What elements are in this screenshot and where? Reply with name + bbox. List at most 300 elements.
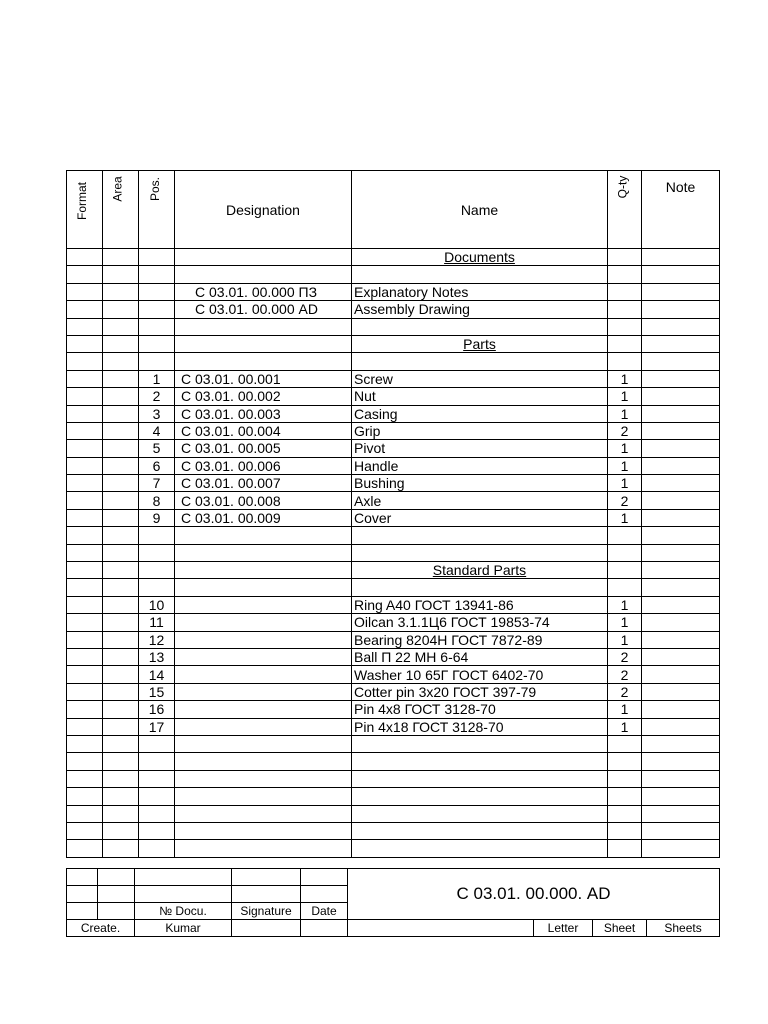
table-cell (352, 527, 608, 544)
table-cell (352, 266, 608, 283)
table-cell (103, 335, 139, 352)
table-cell (103, 388, 139, 405)
table-cell (352, 735, 608, 752)
table-cell (352, 353, 608, 370)
note-cell (642, 718, 720, 735)
table-cell (103, 301, 139, 318)
table-cell (67, 249, 103, 266)
table-row (67, 492, 720, 509)
position-cell: 6 (139, 457, 175, 474)
header-format: Format (67, 171, 103, 249)
table-cell (67, 283, 103, 300)
table-cell (139, 770, 175, 787)
note-cell (642, 509, 720, 526)
table-row (67, 475, 720, 492)
date-label: Date (301, 903, 348, 920)
table-cell (642, 805, 720, 822)
table-cell (103, 509, 139, 526)
table-cell (67, 405, 103, 422)
table-cell (608, 266, 642, 283)
creator-name: Kumar (135, 920, 232, 937)
designation-cell: С 03.01. 00.009 (175, 509, 352, 526)
position-cell: 5 (139, 440, 175, 457)
table-row (67, 840, 720, 857)
table-cell (67, 544, 103, 561)
table-row (67, 683, 720, 700)
designation-cell (175, 718, 352, 735)
table-cell (139, 318, 175, 335)
table-row (67, 614, 720, 631)
table-row (67, 648, 720, 665)
name-cell: Pin 4x8 ГОСТ 3128-70 (352, 701, 608, 718)
note-cell (642, 683, 720, 700)
table-cell (103, 283, 139, 300)
document-code: С 03.01. 00.000. AD (348, 869, 720, 920)
table-cell (352, 822, 608, 839)
name-cell: Cotter pin 3x20 ГОСТ 397-79 (352, 683, 608, 700)
table-cell (67, 370, 103, 387)
table-cell (103, 840, 139, 857)
table-row (67, 701, 720, 718)
table-cell (67, 318, 103, 335)
note-cell (642, 614, 720, 631)
table-cell (608, 770, 642, 787)
table-cell (67, 475, 103, 492)
designation-cell (175, 631, 352, 648)
table-cell (67, 666, 103, 683)
designation-cell: С 03.01. 00.000 ПЗ (175, 283, 352, 300)
table-row (67, 283, 720, 300)
designation-cell (175, 596, 352, 613)
table-row (67, 370, 720, 387)
name-cell: Ring A40 ГОСТ 13941-86 (352, 596, 608, 613)
note-cell (642, 301, 720, 318)
table-cell (103, 440, 139, 457)
header-row (67, 171, 720, 249)
table-cell (139, 335, 175, 352)
table-cell (139, 805, 175, 822)
table-cell (103, 735, 139, 752)
table-cell (103, 266, 139, 283)
name-cell: Cover (352, 509, 608, 526)
table-row (67, 631, 720, 648)
designation-cell: С 03.01. 00.003 (175, 405, 352, 422)
note-cell (642, 648, 720, 665)
table-cell (175, 840, 352, 857)
table-cell (67, 527, 103, 544)
position-cell: 3 (139, 405, 175, 422)
specification-table (66, 170, 720, 858)
table-row (67, 388, 720, 405)
table-cell (642, 579, 720, 596)
designation-cell: С 03.01. 00.002 (175, 388, 352, 405)
position-cell: 4 (139, 422, 175, 439)
table-cell (608, 353, 642, 370)
designation-cell: С 03.01. 00.004 (175, 422, 352, 439)
qty-cell (608, 283, 642, 300)
table-cell (103, 422, 139, 439)
table-cell (103, 249, 139, 266)
table-cell (642, 527, 720, 544)
note-cell (642, 492, 720, 509)
table-cell (175, 822, 352, 839)
table-cell (67, 683, 103, 700)
table-cell (608, 805, 642, 822)
position-cell: 1 (139, 370, 175, 387)
name-cell: Screw (352, 370, 608, 387)
docu-label: № Docu. (135, 903, 232, 920)
name-cell: Bushing (352, 475, 608, 492)
qty-cell: 1 (608, 475, 642, 492)
qty-cell: 1 (608, 509, 642, 526)
table-cell (608, 249, 642, 266)
table-cell (103, 405, 139, 422)
table-cell (67, 735, 103, 752)
position-cell: 7 (139, 475, 175, 492)
table-cell (139, 353, 175, 370)
position-cell: 14 (139, 666, 175, 683)
table-cell (352, 318, 608, 335)
table-row (67, 788, 720, 805)
table-cell (608, 527, 642, 544)
table-cell (67, 840, 103, 857)
table-cell (175, 562, 352, 579)
table-cell (103, 370, 139, 387)
qty-cell: 2 (608, 492, 642, 509)
name-cell: Oilcan 3.1.1Ц6 ГОСТ 19853-74 (352, 614, 608, 631)
table-cell (642, 249, 720, 266)
position-cell (139, 283, 175, 300)
table-cell (642, 735, 720, 752)
table-cell (103, 666, 139, 683)
section-title-text: Documents (444, 249, 515, 266)
table-cell (103, 753, 139, 770)
table-cell (103, 318, 139, 335)
note-cell (642, 701, 720, 718)
position-cell: 10 (139, 596, 175, 613)
table-cell (352, 753, 608, 770)
table-row (67, 579, 720, 596)
table-cell (175, 753, 352, 770)
position-cell: 12 (139, 631, 175, 648)
table-cell (67, 440, 103, 457)
note-cell (642, 405, 720, 422)
table-cell (642, 266, 720, 283)
table-cell (352, 788, 608, 805)
table-cell (175, 735, 352, 752)
name-cell: Ball П 22 МН 6-64 (352, 648, 608, 665)
table-row (67, 422, 720, 439)
table-cell (67, 301, 103, 318)
designation-cell (175, 683, 352, 700)
table-cell (67, 388, 103, 405)
header-area: Area (103, 171, 139, 249)
signature-label: Signature (232, 903, 301, 920)
table-cell (642, 788, 720, 805)
table-cell (139, 840, 175, 857)
position-cell: 8 (139, 492, 175, 509)
note-cell (642, 666, 720, 683)
table-cell (103, 770, 139, 787)
table-cell (642, 318, 720, 335)
table-cell (642, 353, 720, 370)
name-cell: Axle (352, 492, 608, 509)
table-cell (608, 562, 642, 579)
qty-cell: 1 (608, 701, 642, 718)
table-cell (608, 788, 642, 805)
qty-cell: 1 (608, 388, 642, 405)
table-cell (103, 788, 139, 805)
qty-cell: 1 (608, 596, 642, 613)
table-row (67, 770, 720, 787)
table-cell (352, 579, 608, 596)
table-cell (67, 788, 103, 805)
table-cell (642, 335, 720, 352)
table-cell (608, 579, 642, 596)
table-cell (139, 579, 175, 596)
designation-cell: С 03.01. 00.008 (175, 492, 352, 509)
letter-label: Letter (534, 920, 593, 937)
table-row (67, 753, 720, 770)
qty-cell: 1 (608, 631, 642, 648)
table-row (67, 509, 720, 526)
table-row (67, 353, 720, 370)
note-cell (642, 422, 720, 439)
name-cell: Explanatory Notes (352, 283, 608, 300)
section-title (352, 335, 608, 352)
qty-cell: 2 (608, 666, 642, 683)
position-cell: 9 (139, 509, 175, 526)
table-row (67, 318, 720, 335)
table-cell (352, 770, 608, 787)
name-cell: Nut (352, 388, 608, 405)
designation-cell (175, 614, 352, 631)
note-cell (642, 283, 720, 300)
table-cell (67, 353, 103, 370)
table-cell (139, 822, 175, 839)
position-cell: 13 (139, 648, 175, 665)
qty-cell: 2 (608, 422, 642, 439)
position-cell (139, 301, 175, 318)
table-cell (67, 822, 103, 839)
table-cell (103, 683, 139, 700)
table-cell (608, 735, 642, 752)
table-cell (103, 701, 139, 718)
table-cell (139, 544, 175, 561)
table-cell (139, 562, 175, 579)
note-cell (642, 370, 720, 387)
table-row (67, 822, 720, 839)
table-row (67, 527, 720, 544)
name-cell: Bearing 8204H ГОСТ 7872-89 (352, 631, 608, 648)
table-cell (642, 544, 720, 561)
table-cell (67, 631, 103, 648)
table-cell (67, 492, 103, 509)
table-cell (608, 822, 642, 839)
table-cell (67, 509, 103, 526)
table-cell (67, 422, 103, 439)
table-cell (175, 266, 352, 283)
table-cell (175, 788, 352, 805)
name-cell: Pin 4x18 ГОСТ 3128-70 (352, 718, 608, 735)
table-cell (103, 562, 139, 579)
table-cell (103, 648, 139, 665)
table-cell (67, 770, 103, 787)
section-title-text: Parts (463, 336, 496, 353)
position-cell: 15 (139, 683, 175, 700)
table-cell (608, 335, 642, 352)
table-cell (642, 562, 720, 579)
table-cell (642, 840, 720, 857)
designation-cell: С 03.01. 00.006 (175, 457, 352, 474)
table-cell (608, 318, 642, 335)
header-pos: Pos. (139, 171, 175, 249)
position-cell: 16 (139, 701, 175, 718)
table-cell (175, 527, 352, 544)
table-cell (608, 753, 642, 770)
qty-cell: 2 (608, 683, 642, 700)
table-cell (608, 840, 642, 857)
table-cell (67, 579, 103, 596)
name-cell: Casing (352, 405, 608, 422)
table-row (67, 405, 720, 422)
table-cell (139, 527, 175, 544)
table-cell (103, 718, 139, 735)
section-header-row (67, 249, 720, 266)
table-cell (175, 544, 352, 561)
sheets-label: Sheets (647, 920, 720, 937)
qty-cell: 2 (608, 648, 642, 665)
table-cell (67, 718, 103, 735)
table-cell (352, 805, 608, 822)
table-cell (67, 457, 103, 474)
table-cell (175, 335, 352, 352)
table-cell (103, 631, 139, 648)
table-cell (67, 596, 103, 613)
table-cell (352, 840, 608, 857)
table-row (67, 805, 720, 822)
table-cell (175, 770, 352, 787)
table-row (67, 666, 720, 683)
table-row (67, 544, 720, 561)
table-cell (67, 648, 103, 665)
header-designation: Designation (175, 171, 352, 249)
table-cell (103, 544, 139, 561)
qty-cell (608, 301, 642, 318)
note-cell (642, 475, 720, 492)
note-cell (642, 631, 720, 648)
table-row (67, 440, 720, 457)
header-note: Note (642, 171, 720, 249)
designation-cell (175, 666, 352, 683)
table-row (67, 718, 720, 735)
section-header-row (67, 562, 720, 579)
table-row (67, 735, 720, 752)
section-title-text: Standard Parts (432, 562, 527, 579)
position-cell: 17 (139, 718, 175, 735)
table-cell (67, 335, 103, 352)
name-cell: Grip (352, 422, 608, 439)
table-cell (103, 614, 139, 631)
table-cell (352, 544, 608, 561)
table-cell (139, 266, 175, 283)
name-cell: Washer 10 65Г ГОСТ 6402-70 (352, 666, 608, 683)
create-label: Create. (67, 920, 135, 937)
name-cell: Assembly Drawing (352, 301, 608, 318)
title-block (66, 868, 720, 937)
designation-cell (175, 648, 352, 665)
note-cell (642, 388, 720, 405)
note-cell (642, 457, 720, 474)
table-cell (175, 579, 352, 596)
position-cell: 2 (139, 388, 175, 405)
table-row (67, 596, 720, 613)
table-cell (103, 475, 139, 492)
header-name: Name (352, 171, 608, 249)
position-cell: 11 (139, 614, 175, 631)
qty-cell: 1 (608, 440, 642, 457)
name-cell: Handle (352, 457, 608, 474)
table-cell (642, 822, 720, 839)
table-cell (67, 266, 103, 283)
table-cell (103, 805, 139, 822)
qty-cell: 1 (608, 405, 642, 422)
designation-cell: С 03.01. 00.005 (175, 440, 352, 457)
table-cell (608, 544, 642, 561)
table-cell (103, 579, 139, 596)
designation-cell: С 03.01. 00.001 (175, 370, 352, 387)
designation-cell: С 03.01. 00.007 (175, 475, 352, 492)
name-cell: Pivot (352, 440, 608, 457)
table-row (67, 266, 720, 283)
table-cell (139, 753, 175, 770)
table-cell (175, 318, 352, 335)
designation-cell (175, 701, 352, 718)
table-cell (139, 249, 175, 266)
table-cell (67, 753, 103, 770)
table-cell (175, 353, 352, 370)
designation-cell: С 03.01. 00.000 AD (175, 301, 352, 318)
table-cell (67, 614, 103, 631)
table-cell (642, 770, 720, 787)
table-cell (175, 249, 352, 266)
qty-cell: 1 (608, 718, 642, 735)
table-cell (175, 805, 352, 822)
table-row (67, 457, 720, 474)
table-cell (139, 788, 175, 805)
table-cell (642, 753, 720, 770)
table-cell (103, 457, 139, 474)
table-cell (67, 562, 103, 579)
table-cell (103, 596, 139, 613)
sheet-label: Sheet (593, 920, 647, 937)
table-cell (103, 492, 139, 509)
qty-cell: 1 (608, 457, 642, 474)
section-title (352, 249, 608, 266)
table-cell (139, 735, 175, 752)
note-cell (642, 440, 720, 457)
table-cell (103, 527, 139, 544)
note-cell (642, 596, 720, 613)
table-cell (103, 353, 139, 370)
qty-cell: 1 (608, 370, 642, 387)
table-cell (67, 701, 103, 718)
section-header-row (67, 335, 720, 352)
section-title (352, 562, 608, 579)
header-qty: Q-ty (608, 171, 642, 249)
table-cell (67, 805, 103, 822)
table-row (67, 301, 720, 318)
